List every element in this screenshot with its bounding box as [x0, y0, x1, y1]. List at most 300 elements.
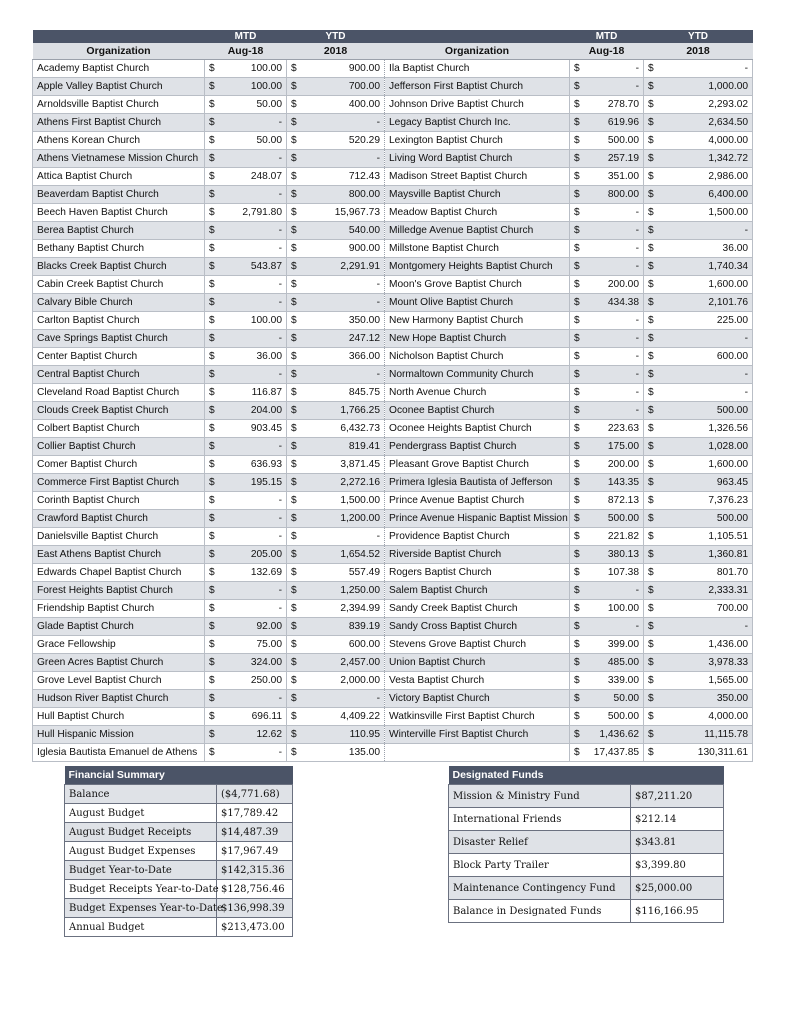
table-row	[33, 510, 753, 528]
table-row	[33, 258, 753, 276]
organization-name: Iglesia Bautista Emanuel de Athens	[33, 744, 205, 762]
organization-name: Prince Avenue Baptist Church	[385, 492, 570, 510]
year-header-left: 2018	[287, 43, 385, 60]
organization-name: Center Baptist Church	[33, 348, 205, 366]
ytd-currency: $	[287, 312, 309, 330]
ytd-currency: $	[287, 420, 309, 438]
mtd-currency: $	[205, 150, 227, 168]
ytd-amount: 800.00	[309, 186, 385, 204]
ytd-currency: $	[287, 672, 309, 690]
organization-name: Friendship Baptist Church	[33, 600, 205, 618]
ytd-amount: -	[309, 114, 385, 132]
mtd-amount: -	[227, 690, 287, 708]
ytd-amount: 900.00	[309, 60, 385, 78]
mtd-amount: 324.00	[227, 654, 287, 672]
mtd-currency: $	[570, 114, 592, 132]
table-row	[33, 60, 753, 78]
ytd-currency: $	[644, 132, 666, 150]
organization-name: Pendergrass Baptist Church	[385, 438, 570, 456]
ytd-amount: 1,600.00	[666, 276, 753, 294]
ytd-currency: $	[644, 312, 666, 330]
mtd-currency: $	[205, 708, 227, 726]
organization-name: Hull Baptist Church	[33, 708, 205, 726]
ytd-currency: $	[287, 402, 309, 420]
ytd-currency: $	[287, 186, 309, 204]
ytd-amount: 350.00	[309, 312, 385, 330]
mtd-amount: 75.00	[227, 636, 287, 654]
ytd-amount: 1,600.00	[666, 456, 753, 474]
mtd-amount: -	[592, 258, 644, 276]
ytd-currency: $	[644, 564, 666, 582]
ytd-currency: $	[644, 672, 666, 690]
mtd-currency: $	[205, 330, 227, 348]
mtd-amount: -	[592, 330, 644, 348]
mtd-currency: $	[570, 384, 592, 402]
mtd-amount: -	[227, 366, 287, 384]
summary-value: $25,000.00	[631, 877, 724, 900]
ytd-currency: $	[644, 276, 666, 294]
organization-name: Colbert Baptist Church	[33, 420, 205, 438]
organization-name: New Hope Baptist Church	[385, 330, 570, 348]
ytd-currency: $	[287, 132, 309, 150]
mtd-currency: $	[205, 726, 227, 744]
organization-name: Athens First Baptist Church	[33, 114, 205, 132]
organization-name: Arnoldsville Baptist Church	[33, 96, 205, 114]
ytd-header-right: YTD	[644, 30, 753, 43]
organization-name: Rogers Baptist Church	[385, 564, 570, 582]
summary-row	[65, 842, 293, 861]
mtd-amount: 903.45	[227, 420, 287, 438]
organization-name: Central Baptist Church	[33, 366, 205, 384]
ytd-currency: $	[644, 438, 666, 456]
mtd-amount: -	[227, 744, 287, 762]
mtd-amount: 200.00	[592, 456, 644, 474]
ytd-amount: 801.70	[666, 564, 753, 582]
organization-name: Bethany Baptist Church	[33, 240, 205, 258]
organization-name: Oconee Heights Baptist Church	[385, 420, 570, 438]
summary-value: $128,756.46	[217, 880, 293, 899]
mtd-currency: $	[570, 510, 592, 528]
organization-name: Academy Baptist Church	[33, 60, 205, 78]
ytd-amount: 400.00	[309, 96, 385, 114]
mtd-currency: $	[570, 420, 592, 438]
summary-label: Balance in Designated Funds	[449, 900, 631, 923]
ytd-amount: 36.00	[666, 240, 753, 258]
ytd-currency: $	[644, 546, 666, 564]
mtd-amount: 204.00	[227, 402, 287, 420]
mtd-currency: $	[205, 60, 227, 78]
organization-name: Forest Heights Baptist Church	[33, 582, 205, 600]
organization-name: Providence Baptist Church	[385, 528, 570, 546]
ytd-currency: $	[287, 744, 309, 762]
table-row	[33, 474, 753, 492]
mtd-amount: -	[227, 330, 287, 348]
ytd-amount: 2,000.00	[309, 672, 385, 690]
mtd-currency: $	[205, 456, 227, 474]
mtd-amount: 248.07	[227, 168, 287, 186]
ytd-amount: 1,740.34	[666, 258, 753, 276]
ytd-amount: -	[666, 222, 753, 240]
organization-name: Montgomery Heights Baptist Church	[385, 258, 570, 276]
organization-name: Calvary Bible Church	[33, 294, 205, 312]
mtd-amount: 872.13	[592, 492, 644, 510]
mtd-amount: -	[227, 222, 287, 240]
ytd-currency: $	[287, 78, 309, 96]
mtd-amount: 50.00	[592, 690, 644, 708]
table-row	[33, 420, 753, 438]
mtd-amount: 636.93	[227, 456, 287, 474]
ytd-amount: -	[666, 384, 753, 402]
mtd-amount: 221.82	[592, 528, 644, 546]
mtd-amount: -	[592, 348, 644, 366]
organization-name: Glade Baptist Church	[33, 618, 205, 636]
ytd-currency: $	[644, 528, 666, 546]
mtd-currency: $	[205, 78, 227, 96]
organization-name: Carlton Baptist Church	[33, 312, 205, 330]
mtd-currency: $	[205, 204, 227, 222]
organization-name: Grove Level Baptist Church	[33, 672, 205, 690]
summary-row	[65, 899, 293, 918]
organization-name: Hudson River Baptist Church	[33, 690, 205, 708]
summary-value: $142,315.36	[217, 861, 293, 880]
table-row	[33, 330, 753, 348]
mtd-amount: 50.00	[227, 132, 287, 150]
mtd-header-right: MTD	[570, 30, 644, 43]
ytd-amount: 1,342.72	[666, 150, 753, 168]
organization-name: Moon's Grove Baptist Church	[385, 276, 570, 294]
mtd-currency: $	[570, 492, 592, 510]
mtd-amount: -	[227, 510, 287, 528]
mtd-amount: 205.00	[227, 546, 287, 564]
ytd-currency: $	[287, 528, 309, 546]
summary-value: $213,473.00	[217, 918, 293, 937]
mtd-amount: -	[227, 276, 287, 294]
mtd-currency: $	[205, 600, 227, 618]
organization-name: Normaltown Community Church	[385, 366, 570, 384]
ytd-amount: 2,291.91	[309, 258, 385, 276]
organization-name: Maysville Baptist Church	[385, 186, 570, 204]
ytd-amount: 2,394.99	[309, 600, 385, 618]
ytd-amount: 6,432.73	[309, 420, 385, 438]
ytd-amount: 2,457.00	[309, 654, 385, 672]
mtd-currency: $	[570, 402, 592, 420]
table-row	[33, 348, 753, 366]
summary-value: $17,789.42	[217, 804, 293, 823]
summary-label: International Friends	[449, 808, 631, 831]
ytd-amount: 1,326.56	[666, 420, 753, 438]
mtd-currency: $	[205, 510, 227, 528]
ytd-currency: $	[287, 708, 309, 726]
mtd-amount: 500.00	[592, 708, 644, 726]
summary-label: August Budget Receipts	[65, 823, 217, 842]
ytd-currency: $	[287, 474, 309, 492]
mtd-currency: $	[570, 186, 592, 204]
summary-value: $17,967.49	[217, 842, 293, 861]
mtd-amount: 223.63	[592, 420, 644, 438]
contributions-table	[32, 30, 753, 762]
mtd-currency: $	[205, 672, 227, 690]
mtd-amount: -	[227, 294, 287, 312]
mtd-currency: $	[570, 690, 592, 708]
ytd-amount: 1,000.00	[666, 78, 753, 96]
ytd-amount: 4,000.00	[666, 132, 753, 150]
mtd-amount: 250.00	[227, 672, 287, 690]
mtd-currency: $	[205, 474, 227, 492]
mtd-currency: $	[570, 600, 592, 618]
ytd-amount: 963.45	[666, 474, 753, 492]
mtd-amount: 434.38	[592, 294, 644, 312]
table-row	[33, 276, 753, 294]
table-row	[33, 744, 753, 762]
ytd-currency: $	[287, 240, 309, 258]
summary-label: Maintenance Contingency Fund	[449, 877, 631, 900]
ytd-currency: $	[644, 420, 666, 438]
mtd-currency: $	[570, 240, 592, 258]
ytd-amount: 7,376.23	[666, 492, 753, 510]
mtd-currency: $	[205, 420, 227, 438]
mtd-amount: 100.00	[227, 312, 287, 330]
mtd-currency: $	[205, 654, 227, 672]
ytd-amount: 500.00	[666, 402, 753, 420]
ytd-amount: -	[666, 618, 753, 636]
mtd-currency: $	[570, 312, 592, 330]
ytd-currency: $	[644, 456, 666, 474]
mtd-amount: 17,437.85	[592, 744, 644, 762]
ytd-currency: $	[644, 636, 666, 654]
organization-name: Milledge Avenue Baptist Church	[385, 222, 570, 240]
ytd-currency: $	[287, 510, 309, 528]
financial-summary-title: Financial Summary	[65, 766, 293, 785]
organization-name: Mount Olive Baptist Church	[385, 294, 570, 312]
ytd-amount: 600.00	[309, 636, 385, 654]
mtd-amount: 257.19	[592, 150, 644, 168]
summary-value: $3,399.80	[631, 854, 724, 877]
ytd-currency: $	[287, 114, 309, 132]
ytd-currency: $	[644, 690, 666, 708]
summary-row	[449, 808, 724, 831]
ytd-amount: 2,272.16	[309, 474, 385, 492]
organization-name: Apple Valley Baptist Church	[33, 78, 205, 96]
mtd-currency: $	[205, 186, 227, 204]
mtd-currency: $	[570, 672, 592, 690]
organization-name: Athens Korean Church	[33, 132, 205, 150]
mtd-currency: $	[570, 78, 592, 96]
ytd-currency: $	[287, 366, 309, 384]
ytd-amount: 350.00	[666, 690, 753, 708]
ytd-currency: $	[644, 708, 666, 726]
ytd-currency: $	[287, 546, 309, 564]
organization-name	[385, 744, 570, 762]
ytd-currency: $	[287, 690, 309, 708]
ytd-currency: $	[287, 582, 309, 600]
organization-name: Pleasant Grove Baptist Church	[385, 456, 570, 474]
mtd-currency: $	[570, 204, 592, 222]
organization-name: North Avenue Church	[385, 384, 570, 402]
ytd-currency: $	[287, 618, 309, 636]
mtd-currency: $	[205, 96, 227, 114]
mtd-currency: $	[205, 402, 227, 420]
ytd-amount: 1,250.00	[309, 582, 385, 600]
summary-label: Budget Expenses Year-to-Date	[65, 899, 217, 918]
mtd-currency: $	[205, 492, 227, 510]
ytd-amount: 2,986.00	[666, 168, 753, 186]
table-row	[33, 492, 753, 510]
ytd-currency: $	[644, 96, 666, 114]
ytd-currency: $	[644, 726, 666, 744]
mtd-amount: 200.00	[592, 276, 644, 294]
table-row	[33, 240, 753, 258]
mtd-amount: -	[592, 312, 644, 330]
ytd-amount: -	[309, 276, 385, 294]
ytd-amount: 11,115.78	[666, 726, 753, 744]
table-row	[33, 708, 753, 726]
mtd-amount: -	[592, 384, 644, 402]
ytd-currency: $	[644, 186, 666, 204]
table-row	[33, 456, 753, 474]
table-row	[33, 672, 753, 690]
organization-header-right: Organization	[385, 43, 570, 60]
table-row	[33, 312, 753, 330]
mtd-amount: 351.00	[592, 168, 644, 186]
ytd-currency: $	[644, 294, 666, 312]
organization-name: Cabin Creek Baptist Church	[33, 276, 205, 294]
mtd-amount: 485.00	[592, 654, 644, 672]
mtd-header-left: MTD	[205, 30, 287, 43]
ytd-amount: 1,105.51	[666, 528, 753, 546]
organization-header-left: Organization	[33, 43, 205, 60]
organization-name: Blacks Creek Baptist Church	[33, 258, 205, 276]
mtd-amount: 116.87	[227, 384, 287, 402]
mtd-currency: $	[570, 726, 592, 744]
ytd-currency: $	[644, 78, 666, 96]
ytd-amount: 130,311.61	[666, 744, 753, 762]
header-row-columns	[33, 43, 753, 60]
mtd-currency: $	[570, 438, 592, 456]
mtd-currency: $	[205, 690, 227, 708]
ytd-amount: 712.43	[309, 168, 385, 186]
ytd-amount: 3,978.33	[666, 654, 753, 672]
mtd-currency: $	[570, 222, 592, 240]
organization-name: Union Baptist Church	[385, 654, 570, 672]
organization-name: Clouds Creek Baptist Church	[33, 402, 205, 420]
mtd-amount: -	[227, 186, 287, 204]
organization-name: Madison Street Baptist Church	[385, 168, 570, 186]
ytd-amount: 135.00	[309, 744, 385, 762]
ytd-amount: 845.75	[309, 384, 385, 402]
ytd-amount: 4,000.00	[666, 708, 753, 726]
mtd-currency: $	[570, 60, 592, 78]
ytd-currency: $	[287, 168, 309, 186]
ytd-amount: -	[309, 294, 385, 312]
mtd-amount: 339.00	[592, 672, 644, 690]
table-row	[33, 294, 753, 312]
ytd-amount: 500.00	[666, 510, 753, 528]
mtd-amount: 619.96	[592, 114, 644, 132]
ytd-currency: $	[644, 114, 666, 132]
summary-row	[449, 900, 724, 923]
summary-value: $116,166.95	[631, 900, 724, 923]
table-row	[33, 690, 753, 708]
summary-label: August Budget	[65, 804, 217, 823]
ytd-amount: 540.00	[309, 222, 385, 240]
table-row	[33, 114, 753, 132]
organization-name: Jefferson First Baptist Church	[385, 78, 570, 96]
organization-name: Cave Springs Baptist Church	[33, 330, 205, 348]
table-row	[33, 546, 753, 564]
summary-value: $87,211.20	[631, 785, 724, 808]
mtd-currency: $	[570, 528, 592, 546]
mtd-currency: $	[205, 114, 227, 132]
table-row	[33, 618, 753, 636]
mtd-amount: -	[227, 150, 287, 168]
summary-value: ($4,771.68)	[217, 785, 293, 804]
summary-row	[65, 880, 293, 899]
mtd-currency: $	[205, 564, 227, 582]
summary-value: $136,998.39	[217, 899, 293, 918]
organization-name: Lexington Baptist Church	[385, 132, 570, 150]
mtd-currency: $	[570, 132, 592, 150]
organization-name: Millstone Baptist Church	[385, 240, 570, 258]
organization-name: Collier Baptist Church	[33, 438, 205, 456]
organization-name: Green Acres Baptist Church	[33, 654, 205, 672]
summary-label: Disaster Relief	[449, 831, 631, 854]
ytd-currency: $	[287, 348, 309, 366]
mtd-currency: $	[570, 708, 592, 726]
mtd-amount: -	[227, 582, 287, 600]
ytd-currency: $	[287, 150, 309, 168]
organization-name: Johnson Drive Baptist Church	[385, 96, 570, 114]
table-row	[33, 726, 753, 744]
mtd-amount: -	[592, 366, 644, 384]
organization-name: Commerce First Baptist Church	[33, 474, 205, 492]
ytd-currency: $	[287, 438, 309, 456]
table-row	[33, 384, 753, 402]
ytd-amount: 700.00	[666, 600, 753, 618]
organization-name: Primera Iglesia Bautista of Jefferson	[385, 474, 570, 492]
ytd-amount: 3,871.45	[309, 456, 385, 474]
organization-name: Legacy Baptist Church Inc.	[385, 114, 570, 132]
ytd-amount: -	[309, 366, 385, 384]
organization-name: Grace Fellowship	[33, 636, 205, 654]
month-header-right: Aug-18	[570, 43, 644, 60]
mtd-amount: 132.69	[227, 564, 287, 582]
mtd-amount: 143.35	[592, 474, 644, 492]
ytd-currency: $	[644, 366, 666, 384]
summary-label: Block Party Trailer	[449, 854, 631, 877]
mtd-currency: $	[570, 546, 592, 564]
summary-label: Annual Budget	[65, 918, 217, 937]
organization-name: Salem Baptist Church	[385, 582, 570, 600]
mtd-amount: 2,791.80	[227, 204, 287, 222]
ytd-amount: 247.12	[309, 330, 385, 348]
summary-value: $343.81	[631, 831, 724, 854]
mtd-currency: $	[570, 168, 592, 186]
mtd-currency: $	[570, 96, 592, 114]
mtd-amount: 92.00	[227, 618, 287, 636]
mtd-amount: 195.15	[227, 474, 287, 492]
mtd-amount: 100.00	[227, 60, 287, 78]
organization-name: Nicholson Baptist Church	[385, 348, 570, 366]
ytd-currency: $	[287, 60, 309, 78]
mtd-currency: $	[205, 348, 227, 366]
mtd-amount: 1,436.62	[592, 726, 644, 744]
designated-funds-table	[448, 766, 724, 923]
ytd-currency: $	[287, 456, 309, 474]
table-row	[33, 222, 753, 240]
ytd-currency: $	[287, 294, 309, 312]
ytd-currency: $	[644, 240, 666, 258]
table-row	[33, 186, 753, 204]
